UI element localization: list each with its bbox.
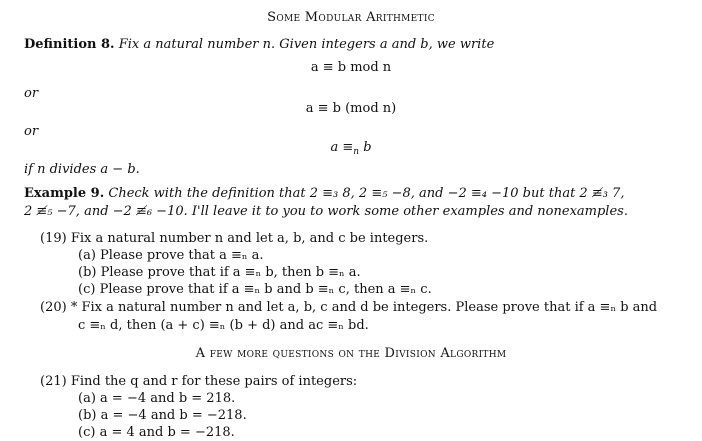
problem-20-line-2: c ≡ₙ d, then (a + c) ≡ₙ (b + d) and ac ≡ₙ bd. <box>78 318 369 333</box>
definition-or-1: or <box>24 86 39 101</box>
problem-21-part-b <box>78 408 247 424</box>
part-text: Please prove that if a ≡ₙ b and b ≡ₙ c, then a ≡ₙ c. <box>99 282 432 297</box>
definition-paragraph <box>24 37 494 53</box>
part-text: a = −4 and b = −218. <box>100 408 247 423</box>
part-label: (a) <box>78 248 96 263</box>
part-text: Please prove that a ≡ₙ a. <box>100 248 264 263</box>
problem-21-part-c <box>78 425 235 441</box>
part-text: a = 4 and b = −218. <box>99 425 235 440</box>
part-label: (b) <box>78 265 97 280</box>
definition-form-2: a ≡ b (mod n) <box>305 101 397 116</box>
definition-or-2: or <box>24 124 39 139</box>
definition-form-3-sub: n <box>353 147 360 157</box>
problem-20-line-1 <box>40 300 657 316</box>
problem-19-text: Fix a natural number n and let a, b, and c be integers. <box>70 231 429 246</box>
problem-21-number: (21) <box>40 374 67 389</box>
part-text: a = −4 and b = 218. <box>100 391 236 406</box>
problem-21-text: Find the q and r for these pairs of integers: <box>70 374 358 389</box>
definition-form-1: a ≡ b mod n <box>310 60 392 75</box>
part-label: (a) <box>78 391 96 406</box>
definition-text: Fix a natural number n. Given integers a and b, we write <box>118 37 495 52</box>
problem-19-number: (19) <box>40 231 67 246</box>
section-title-modular: Some Modular Arithmetic <box>267 10 435 25</box>
example-text-1: Check with the definition that 2 ≡₃ 8, 2 ≡₅ −8, and −2 ≡₄ −10 but that 2 ≢₃ 7, <box>108 186 625 201</box>
part-label: (c) <box>78 425 96 440</box>
problem-20-text-1: * Fix a natural number n and let a, b, c and d be integers. Please prove that if a ≡ₙ b and <box>70 300 658 315</box>
definition-form-3-rhs: b <box>363 140 372 155</box>
problem-21-part-a <box>78 391 235 407</box>
part-label: (b) <box>78 408 97 423</box>
part-text: Please prove that if a ≡ₙ b, then b ≡ₙ a. <box>100 265 361 280</box>
example-label: Example 9. <box>24 186 105 201</box>
definition-label: Definition 8. <box>24 37 115 52</box>
definition-closing: if n divides a − b. <box>24 162 140 177</box>
definition-form-3 <box>0 140 702 157</box>
problem-19-part-b <box>78 265 361 281</box>
problem-19-part-a <box>78 248 264 264</box>
section-title-division: A few more questions on the Division Algorithm <box>195 346 507 361</box>
example-line-1 <box>24 186 624 202</box>
problem-19-part-c <box>78 282 432 298</box>
problem-21-header <box>40 374 357 390</box>
definition-form-3-lhs: a ≡ <box>330 140 354 155</box>
part-label: (c) <box>78 282 96 297</box>
problem-19-header <box>40 231 428 247</box>
problem-20-number: (20) <box>40 300 67 315</box>
example-line-2: 2 ≢₅ −7, and −2 ≢₆ −10. I'll leave it to you to work some other examples and nonexamples. <box>24 204 628 219</box>
